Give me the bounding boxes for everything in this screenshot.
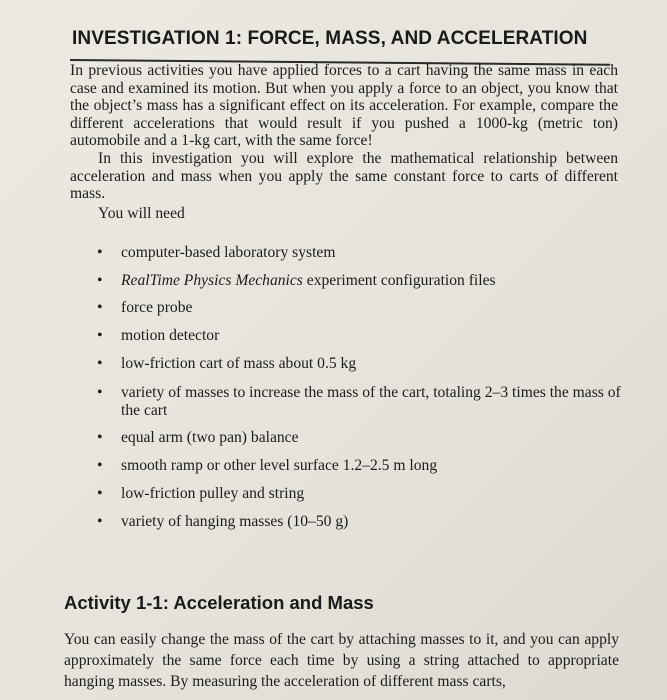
list-item — [93, 513, 621, 531]
intro-paragraph-1: In previous activities you have applied forces to a cart having the same mass in each case and examined its motion. But when you apply a force to an object, you know that the object’s mass has a significant effect on its acceleration. For example, compare the different accelerations that would result if you pushed a 1000-kg (metric ton) automobile and a 1-kg cart, with the same force! — [70, 62, 618, 150]
list-item — [93, 457, 621, 475]
bullet-icon: • — [97, 384, 103, 401]
list-item-text: experiment configuration files — [306, 272, 496, 289]
list-item — [93, 355, 621, 373]
intro-paragraph-2: In this investigation you will explore the mathematical relationship between acceleration and mass when you apply the same constant force to carts of different mass. — [70, 149, 618, 203]
bullet-icon: • — [97, 355, 103, 372]
list-item — [93, 272, 621, 290]
bullet-icon: • — [97, 513, 103, 530]
list-item — [93, 485, 621, 503]
activity-title: Activity 1-1: Acceleration and Mass — [64, 592, 374, 613]
introduction-text — [70, 62, 618, 203]
list-item — [93, 327, 621, 345]
list-item-text: low-friction pulley and string — [121, 485, 305, 502]
list-item — [93, 429, 621, 447]
you-will-need-label: You will need — [98, 205, 185, 222]
bullet-icon: • — [97, 485, 103, 502]
list-item-text: force probe — [121, 299, 193, 316]
list-item — [93, 384, 621, 420]
list-item-text: computer-based laboratory system — [121, 244, 336, 261]
bullet-icon: • — [97, 244, 103, 261]
list-item-text: smooth ramp or other level surface 1.2–2.5 m long — [121, 457, 438, 474]
activity-paragraph: You can easily change the mass of the cart by attaching masses to it, and you can apply approximately the same force each time by using a string attached to appropriate hanging masses. By measuring the acceleration of different mass carts, — [64, 631, 619, 690]
list-item-text: low-friction cart of mass about 0.5 kg — [121, 355, 357, 372]
list-item-text: equal arm (two pan) balance — [121, 429, 299, 446]
list-item-text: variety of hanging masses (10–50 g) — [121, 513, 349, 530]
bullet-icon: • — [97, 272, 103, 289]
list-item — [93, 299, 621, 317]
list-item-text: motion detector — [121, 327, 220, 344]
bullet-icon: • — [97, 327, 103, 344]
list-item — [93, 244, 621, 262]
bullet-icon: • — [97, 429, 103, 446]
bullet-icon: • — [97, 299, 103, 316]
list-item-text: variety of masses to increase the mass of the cart, totaling 2–3 times the mass of the cart — [121, 384, 621, 419]
list-item-italic-title: RealTime Physics Mechanics — [121, 272, 303, 289]
investigation-heading: INVESTIGATION 1: FORCE, MASS, AND ACCELERATION — [72, 28, 588, 49]
bullet-icon: • — [97, 457, 103, 474]
